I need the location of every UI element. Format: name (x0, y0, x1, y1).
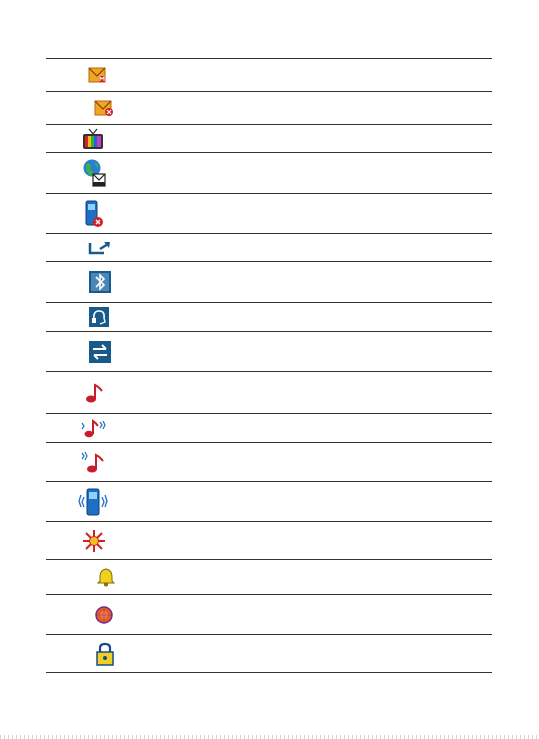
icon-row (46, 152, 492, 193)
icon-row (46, 261, 492, 302)
icon-row (46, 124, 492, 152)
ring-after-vibrate-icon (80, 417, 108, 439)
vibrate-icon (78, 487, 108, 517)
headset-icon (88, 306, 110, 328)
ring-and-vibrate-icon (80, 450, 108, 474)
mms-sending-failed-icon (94, 99, 114, 117)
icon-row (46, 634, 492, 673)
icon-row (46, 559, 492, 594)
icon-row (46, 594, 492, 634)
icon-row (46, 302, 492, 331)
bluetooth-icon (88, 270, 112, 294)
icon-row (46, 481, 492, 521)
icon-row (46, 331, 492, 371)
call-forward-icon (88, 241, 112, 255)
internet-email-icon (82, 159, 106, 187)
icon-row (46, 413, 492, 442)
tv-icon (82, 128, 104, 150)
data-transfer-icon (88, 340, 112, 364)
icon-row (46, 521, 492, 559)
page-edge-marks (0, 735, 539, 739)
icon-table (46, 58, 492, 673)
new-mms-icon (88, 67, 106, 83)
alarm-bell-icon (96, 567, 116, 587)
icon-row (46, 233, 492, 261)
icon-row (46, 442, 492, 481)
light-icon (82, 529, 106, 553)
icon-row (46, 193, 492, 233)
icon-row (46, 91, 492, 124)
ring-icon (84, 382, 106, 404)
icon-row (46, 58, 492, 91)
icon-row (46, 371, 492, 413)
event-icon (94, 605, 114, 625)
no-service-phone-icon (84, 200, 104, 228)
keypad-lock-icon (94, 642, 116, 666)
